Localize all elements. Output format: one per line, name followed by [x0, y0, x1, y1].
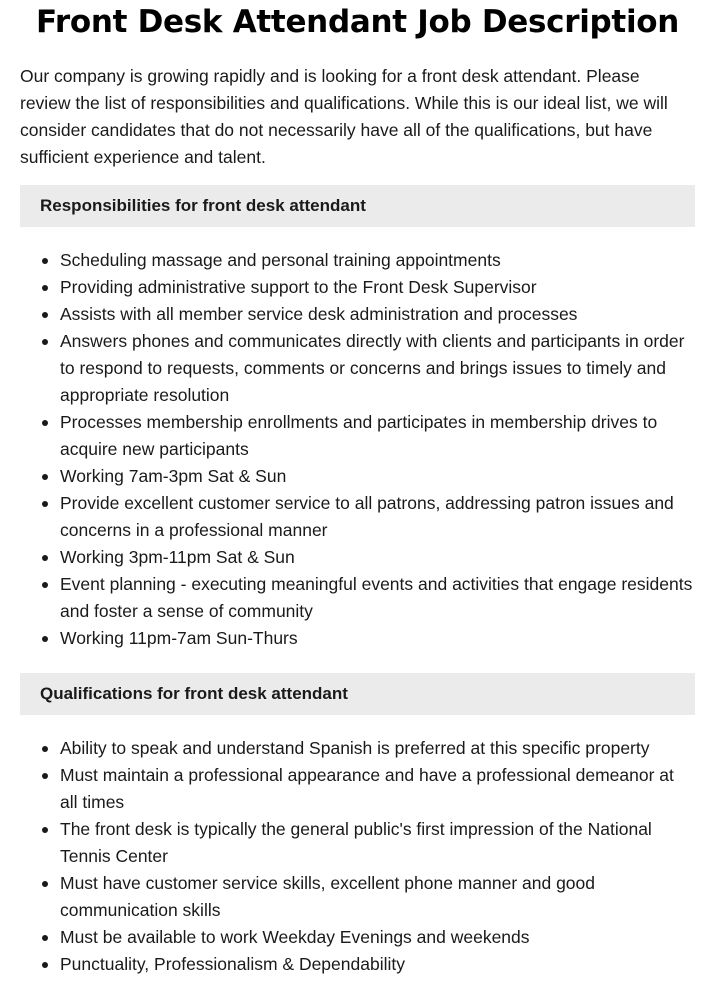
list-item: Punctuality, Professionalism & Dependability	[20, 951, 695, 978]
responsibilities-heading: Responsibilities for front desk attendant	[20, 185, 695, 227]
list-item: Working 7am-3pm Sat & Sun	[20, 463, 695, 490]
list-item: Must have customer service skills, excellent phone manner and good communication skills	[20, 870, 695, 924]
list-item: Working 11pm-7am Sun-Thurs	[20, 625, 695, 652]
list-item: Event planning - executing meaningful events and activities that engage residents and foster a sense of community	[20, 571, 695, 625]
list-item: Must maintain a professional appearance and have a professional demeanor at all times	[20, 762, 695, 816]
qualifications-heading: Qualifications for front desk attendant	[20, 673, 695, 715]
list-item: Must be available to work Weekday Evenings and weekends	[20, 924, 695, 951]
qualifications-list	[20, 735, 695, 978]
list-item: Assists with all member service desk administration and processes	[20, 301, 695, 328]
list-item: The front desk is typically the general public's first impression of the National Tennis Center	[20, 816, 695, 870]
intro-paragraph: Our company is growing rapidly and is looking for a front desk attendant. Please review the list of responsibilities and qualifications. While this is our ideal list, we will consider candidates that do not necessarily have all of the qualifications, but have sufficient experience and talent.	[20, 66, 668, 167]
page-title: Front Desk Attendant Job Description	[35, 4, 680, 40]
list-item: Providing administrative support to the Front Desk Supervisor	[20, 274, 695, 301]
list-item: Scheduling massage and personal training appointments	[20, 247, 695, 274]
list-item: Ability to speak and understand Spanish is preferred at this specific property	[20, 735, 695, 762]
list-item: Working 3pm-11pm Sat & Sun	[20, 544, 695, 571]
list-item: Answers phones and communicates directly with clients and participants in order to respond to requests, comments or concerns and brings issues to timely and appropriate resolution	[20, 328, 695, 409]
list-item: Processes membership enrollments and participates in membership drives to acquire new participants	[20, 409, 695, 463]
list-item: Provide excellent customer service to all patrons, addressing patron issues and concerns in a professional manner	[20, 490, 695, 544]
responsibilities-list	[20, 247, 695, 652]
job-description	[20, 0, 695, 978]
